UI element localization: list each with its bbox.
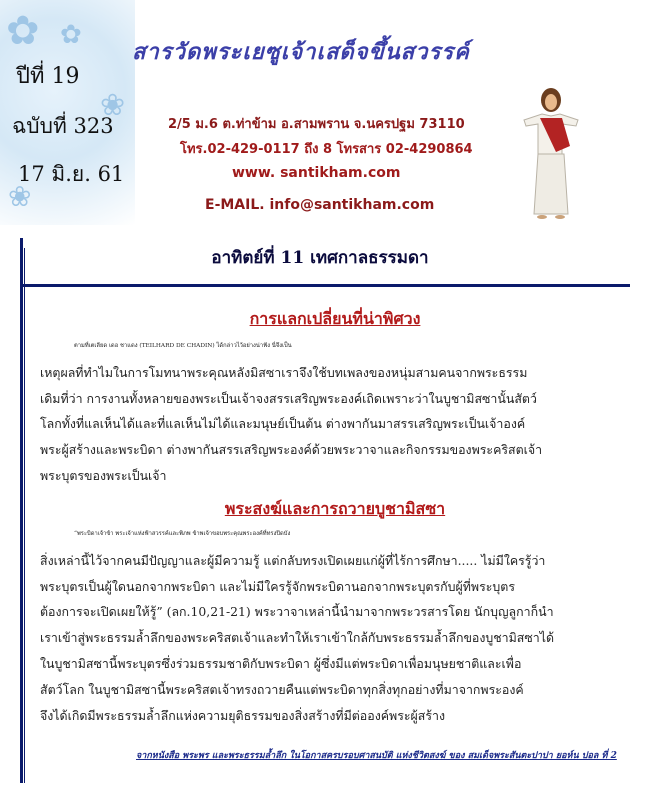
flower-decoration: ❀ bbox=[8, 180, 32, 213]
text-line: พระผู้สร้างและพระบิดา ต่างพากันสรรเสริญพระองค์ด้วยพระวาจาและกิจกรรมของพระคริสตเจ้า bbox=[40, 442, 543, 458]
text-line: เหตุผลที่ทำไมในการโมทนาพระคุณหลังมิสซาเราจึงใช้บทเพลงของหนุ่มสามคนจากพระธรรม bbox=[40, 364, 528, 380]
issue-date: 17 มิ.ย. 61 bbox=[18, 162, 125, 186]
text-line: “พระบิดาเจ้าข้า พระเจ้าแห่งฟ้าสวรรค์และพิภพ ข้าพเจ้าขอบพระคุณพระองค์ที่ทรงปิดบัง bbox=[74, 531, 291, 537]
phone: โทร.02-429-0117 ถึง 8 โทรสาร 02-4290864 bbox=[180, 142, 473, 157]
section-title-mass: พระสงฆ์และการถวายบูชามิสซา bbox=[224, 499, 446, 518]
flower-decoration: ❀ bbox=[100, 88, 126, 123]
text-line: โลกทั้งที่แลเห็นได้และที่แลเห็นไม่ได้และมนุษย์เป็นต้น ต่างพากันมาสรรเสริญพระเป็นเจ้าองค์ bbox=[40, 416, 526, 432]
website-link[interactable]: www. santikham.com bbox=[232, 165, 401, 181]
jesus-figure-icon bbox=[520, 86, 582, 220]
text-line: จึงได้เกิดมีพระธรรมล้ำลึกแห่งความยุติธรรมของสิ่งสร้างที่มีต่อองค์พระผู้สร้าง bbox=[40, 707, 445, 723]
text-line: เดิมที่ว่า การงานทั้งหลายของพระเป็นเจ้าจงสรรเสริญพระองค์เถิดเพราะว่าในบูชามิสซานั้นสัตว์ bbox=[40, 390, 537, 406]
sunday-heading: อาทิตย์ที่ 11 เทศกาลธรรมดา bbox=[211, 248, 429, 268]
header-divider bbox=[20, 284, 630, 287]
text-line: ในบูชามิสซานี้พระบุตรซึ่งร่วมธรรมชาติกับพระบิดา ผู้ซึ่งมีแต่พระบิดาเพื่อมนุษยชาติและเพื่อ bbox=[40, 655, 522, 671]
section-body-exchange bbox=[40, 334, 628, 489]
text-line: สิ่งเหล่านี้ไว้จากคนมีปัญญาและผู้มีความรู้ แต่กลับทรงเปิดเผยแก่ผู้ที่ไร้การศึกษา..... ไม่มีใครรู้ว่า bbox=[40, 552, 546, 568]
text-line: ตามที่เตเลียด เดอ ชาแดง (TEILHARD DE CHADIN) ได้กล่าวไว้อย่างน่าฟัง นี่จึงเป็น bbox=[74, 343, 292, 349]
flower-decoration: ✿ bbox=[6, 8, 40, 54]
issue-number: ฉบับที่ 323 bbox=[12, 114, 114, 138]
flower-decoration: ✿ bbox=[60, 20, 82, 50]
section-title-exchange: การแลกเปลี่ยนที่น่าพิศวง bbox=[249, 309, 421, 328]
text-line: เราเข้าสู่พระธรรมล้ำลึกของพระคริสตเจ้าและทำให้เราเข้าใกล้กับพระธรรมล้ำลึกของบูชามิสซาได้ bbox=[40, 630, 555, 646]
issue-year: ปีที่ 19 bbox=[16, 64, 80, 89]
text-line: สัตว์โลก ในบูชามิสซานี้พระคริสตเจ้าทรงถวายคืนแต่พระบิดาทุกสิ่งทุกอย่างที่มาจากพระองค์ bbox=[40, 681, 524, 697]
left-border-rule-inner bbox=[24, 248, 25, 783]
text-line: ต้องการจะเปิดเผยให้รู้” (ลก.10,21-21) พระวาจาเหล่านี้นำมาจากพระวรสารโดย นักบุญลูกาก็นำ bbox=[40, 604, 554, 620]
address: 2/5 ม.6 ต.ท่าข้าม อ.สามพราน จ.นครปฐม 73110 bbox=[168, 117, 465, 132]
section-body-mass bbox=[40, 522, 628, 728]
left-border-rule bbox=[20, 238, 23, 783]
newsletter-title: สารวัดพระเยซูเจ้าเสด็จขึ้นสวรรค์ bbox=[132, 39, 470, 65]
text-line: พระบุตรเป็นผู้ใดนอกจากพระบิดา และไม่มีใครรู้จักพระบิดานอกจากพระบุตรกับผู้ที่พระบุตร bbox=[40, 578, 515, 594]
text-line: พระบุตรของพระเป็นเจ้า bbox=[40, 467, 167, 483]
email-link[interactable]: E-MAIL. info@santikham.com bbox=[205, 197, 435, 213]
source-footnote: จากหนังสือ พระพร และพระธรรมล้ำลึก ในโอกาสครบรอบศาสนบัติ แห่งชีวิตสงฆ์ ของ สมเด็จพระสันตะปาปา ยอห์น ปอล ที่ 2 bbox=[136, 751, 617, 761]
